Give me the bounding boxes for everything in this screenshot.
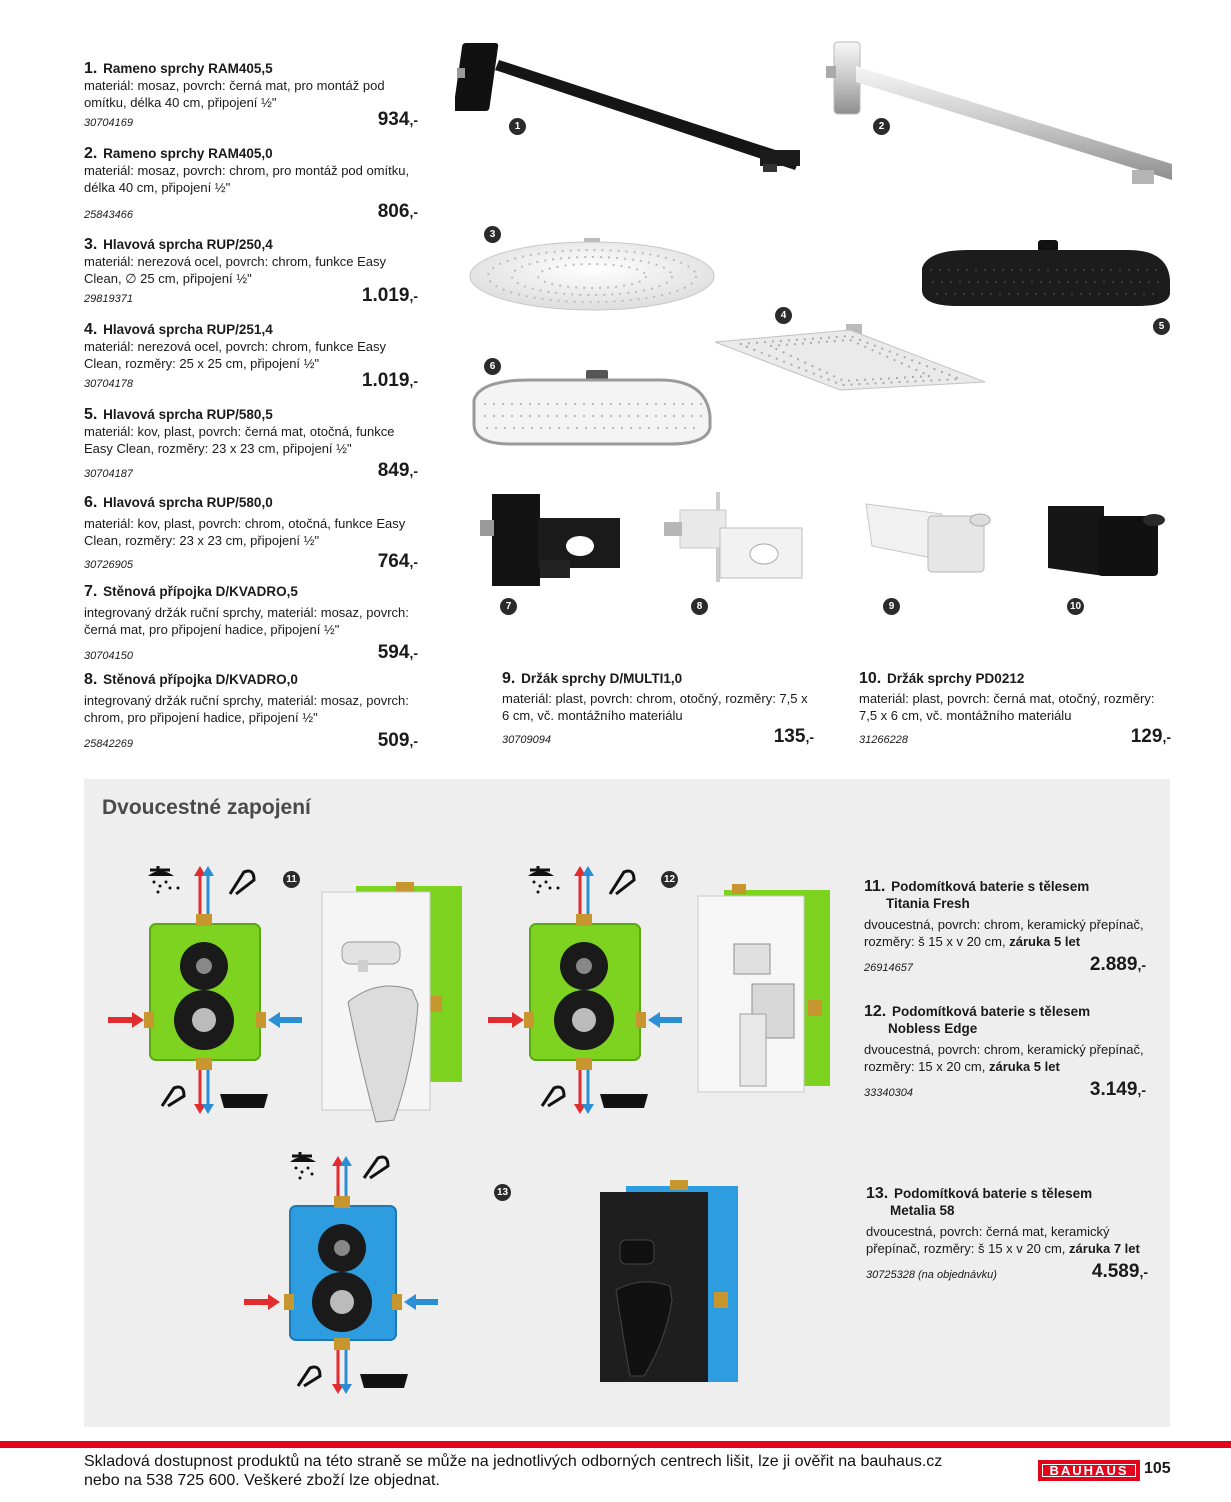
square-shower-head-image: [710, 324, 990, 394]
diagram-valve-blue-13: [240, 1150, 442, 1398]
footer-line-2: nebo na 538 725 600. Veškeré zboží lze objednat.: [84, 1472, 440, 1489]
product-title: Podomítková baterie s tělesem: [892, 1004, 1091, 1019]
product-6: [84, 494, 418, 573]
white-shower-head-image: [470, 370, 714, 448]
footer-note: [84, 1452, 1004, 1490]
badge-2: 2: [873, 118, 890, 135]
product-5: [84, 406, 418, 482]
badge-12: 12: [661, 871, 678, 888]
product-price: 129,-: [1130, 726, 1171, 747]
product-1: [84, 60, 418, 131]
product-10: [859, 670, 1171, 748]
product-number: 1.: [84, 60, 98, 77]
product-price: 934,-: [377, 109, 418, 130]
product-11: [864, 878, 1146, 976]
product-description: integrovaný držák ruční sprchy, materiál: mosaz, povrch: chrom, pro připojení hadice, připojení ½": [84, 693, 409, 725]
product-description: dvoucestná, povrch: chrom, keramický přepínač, rozměry: 15 x 20 cm,: [864, 1042, 1144, 1074]
product-code: 31266228: [859, 734, 908, 746]
product-title: Hlavová sprcha RUP/251,4: [103, 322, 273, 337]
product-code: 33340304: [864, 1087, 913, 1099]
shower-holder-chrome-image: [862, 496, 996, 578]
product-4: [84, 321, 418, 392]
product-price: 509,-: [377, 730, 418, 751]
wall-outlet-chrome-image: [658, 488, 808, 588]
badge-7: 7: [500, 598, 517, 615]
product-description: materiál: plast, povrch: chrom, otočný, rozměry: 7,5 x 6 cm, vč. montážního materiálu: [502, 691, 808, 723]
product-title: Držák sprchy D/MULTI1,0: [521, 671, 683, 686]
product-description: materiál: nerezová ocel, povrch: chrom, funkce Easy Clean, ∅ 25 cm, připojení ½": [84, 254, 387, 286]
product-8: [84, 671, 418, 752]
badge-8: 8: [691, 598, 708, 615]
product-price: 849,-: [377, 460, 418, 481]
shower-arm-chrome-image: [820, 36, 1180, 188]
product-price: 4.589,-: [1091, 1261, 1148, 1282]
section-title: Dvoucestné zapojení: [102, 796, 311, 819]
badge-13: 13: [494, 1184, 511, 1201]
product-number: 5.: [84, 406, 98, 423]
badge-6: 6: [484, 358, 501, 375]
product-number: 12.: [864, 1003, 887, 1020]
shower-arm-black-image: [455, 40, 815, 175]
shower-holder-black-image: [1044, 498, 1170, 582]
badge-11: 11: [283, 871, 300, 888]
product-number: 11.: [864, 878, 886, 895]
product-description: materiál: mosaz, povrch: černá mat, pro montáž pod omítku, délka 40 cm, připojení ½": [84, 78, 385, 110]
product-code: 30704187: [84, 468, 133, 480]
product-number: 10.: [859, 670, 882, 687]
product-number: 6.: [84, 494, 98, 511]
product-price: 1.019,-: [361, 370, 418, 391]
product-price: 135,-: [773, 726, 814, 747]
product-description: dvoucestná, povrch: černá mat, keramický přepínač, rozměry: š 15 x v 20 cm,: [866, 1224, 1110, 1256]
product-title: Hlavová sprcha RUP/250,4: [103, 237, 273, 252]
product-description: materiál: nerezová ocel, povrch: chrom, funkce Easy Clean, rozměry: 25 x 25 cm, připojení ½": [84, 339, 387, 371]
page-number: 105: [1144, 1460, 1171, 1477]
product-code: 30704169: [84, 117, 133, 129]
product-code: 25842269: [84, 738, 133, 750]
product-7: [84, 583, 418, 664]
product-warranty: záruka 5 let: [989, 1059, 1060, 1074]
product-description: materiál: plast, povrch: černá mat, otočný, rozměry: 7,5 x 6 cm, vč. montážního materiálu: [859, 691, 1155, 723]
product-code: 30704178: [84, 378, 133, 390]
badge-1: 1: [509, 118, 526, 135]
product-2: [84, 145, 418, 223]
product-title: Stěnová přípojka D/KVADRO,0: [103, 672, 298, 687]
product-code: 30725328 (na objednávku): [866, 1269, 997, 1281]
product-price: 806,-: [377, 201, 418, 222]
product-code: 30726905: [84, 559, 133, 571]
product-code: 30709094: [502, 734, 551, 746]
mixer-metalia-58-image: [596, 1180, 744, 1388]
wall-outlet-black-image: [478, 488, 626, 590]
product-price: 3.149,-: [1089, 1079, 1146, 1100]
product-description: dvoucestná, povrch: chrom, keramický přepínač, rozměry: š 15 x v 20 cm,: [864, 917, 1144, 949]
product-title: Rameno sprchy RAM405,5: [103, 61, 273, 76]
product-number: 8.: [84, 671, 98, 688]
mixer-nobless-edge-image: [694, 884, 834, 1096]
mixer-titania-fresh-image: [318, 882, 466, 1132]
product-title: Stěnová přípojka D/KVADRO,5: [103, 584, 298, 599]
product-price: 1.019,-: [361, 285, 418, 306]
product-3: [84, 236, 418, 307]
badge-5: 5: [1153, 318, 1170, 335]
diagram-valve-green-11: [104, 858, 306, 1116]
product-code: 30704150: [84, 650, 133, 662]
product-13: [866, 1185, 1148, 1283]
product-number: 7.: [84, 583, 98, 600]
product-description: materiál: kov, plast, povrch: černá mat, otočná, funkce Easy Clean, rozměry: 23 x 23 cm, připojení ½": [84, 424, 395, 456]
badge-9: 9: [883, 598, 900, 615]
badge-10: 10: [1067, 598, 1084, 615]
product-number: 9.: [502, 670, 516, 687]
product-subtitle: Metalia 58: [890, 1203, 955, 1218]
product-description: materiál: kov, plast, povrch: chrom, otočná, funkce Easy Clean, rozměry: 23 x 23 cm, připojení ½": [84, 516, 406, 548]
round-shower-head-image: [468, 236, 720, 314]
product-number: 3.: [84, 236, 98, 253]
badge-3: 3: [484, 226, 501, 243]
product-code: 25843466: [84, 209, 133, 221]
product-title: Hlavová sprcha RUP/580,5: [103, 407, 273, 422]
black-shower-head-image: [918, 240, 1174, 312]
product-9: [502, 670, 814, 748]
product-code: 26914657: [864, 962, 913, 974]
product-title: Podomítková baterie s tělesem: [894, 1186, 1093, 1201]
product-subtitle: Nobless Edge: [888, 1021, 978, 1036]
product-title: Držák sprchy PD0212: [887, 671, 1025, 686]
bauhaus-logo: BAUHAUS: [1038, 1460, 1140, 1481]
product-12: [864, 1003, 1146, 1101]
product-number: 13.: [866, 1185, 889, 1202]
product-code: 29819371: [84, 293, 133, 305]
footer-line-1: Skladová dostupnost produktů na této straně se může na jednotlivých odborných centrech lišit, lze ji ověřit na bauhaus.cz: [84, 1453, 943, 1470]
product-warranty: záruka 5 let: [1009, 934, 1081, 949]
diagram-valve-green-12: [484, 858, 686, 1116]
badge-4: 4: [775, 307, 792, 324]
footer-red-bar: [0, 1441, 1231, 1448]
product-title: Podomítková baterie s tělesem: [891, 879, 1090, 894]
product-number: 2.: [84, 145, 98, 162]
product-number: 4.: [84, 321, 98, 338]
product-price: 594,-: [377, 642, 418, 663]
product-price: 764,-: [377, 551, 418, 572]
product-description: integrovaný držák ruční sprchy, materiál: mosaz, povrch: černá mat, pro připojení hadice, připojení ½": [84, 605, 409, 637]
product-subtitle: Titania Fresh: [886, 896, 970, 911]
product-title: Hlavová sprcha RUP/580,0: [103, 495, 273, 510]
product-title: Rameno sprchy RAM405,0: [103, 146, 273, 161]
product-warranty: záruka 7 let: [1069, 1241, 1140, 1256]
product-description: materiál: mosaz, povrch: chrom, pro montáž pod omítku, délka 40 cm, připojení ½": [84, 163, 410, 195]
product-price: 2.889,-: [1089, 954, 1146, 975]
